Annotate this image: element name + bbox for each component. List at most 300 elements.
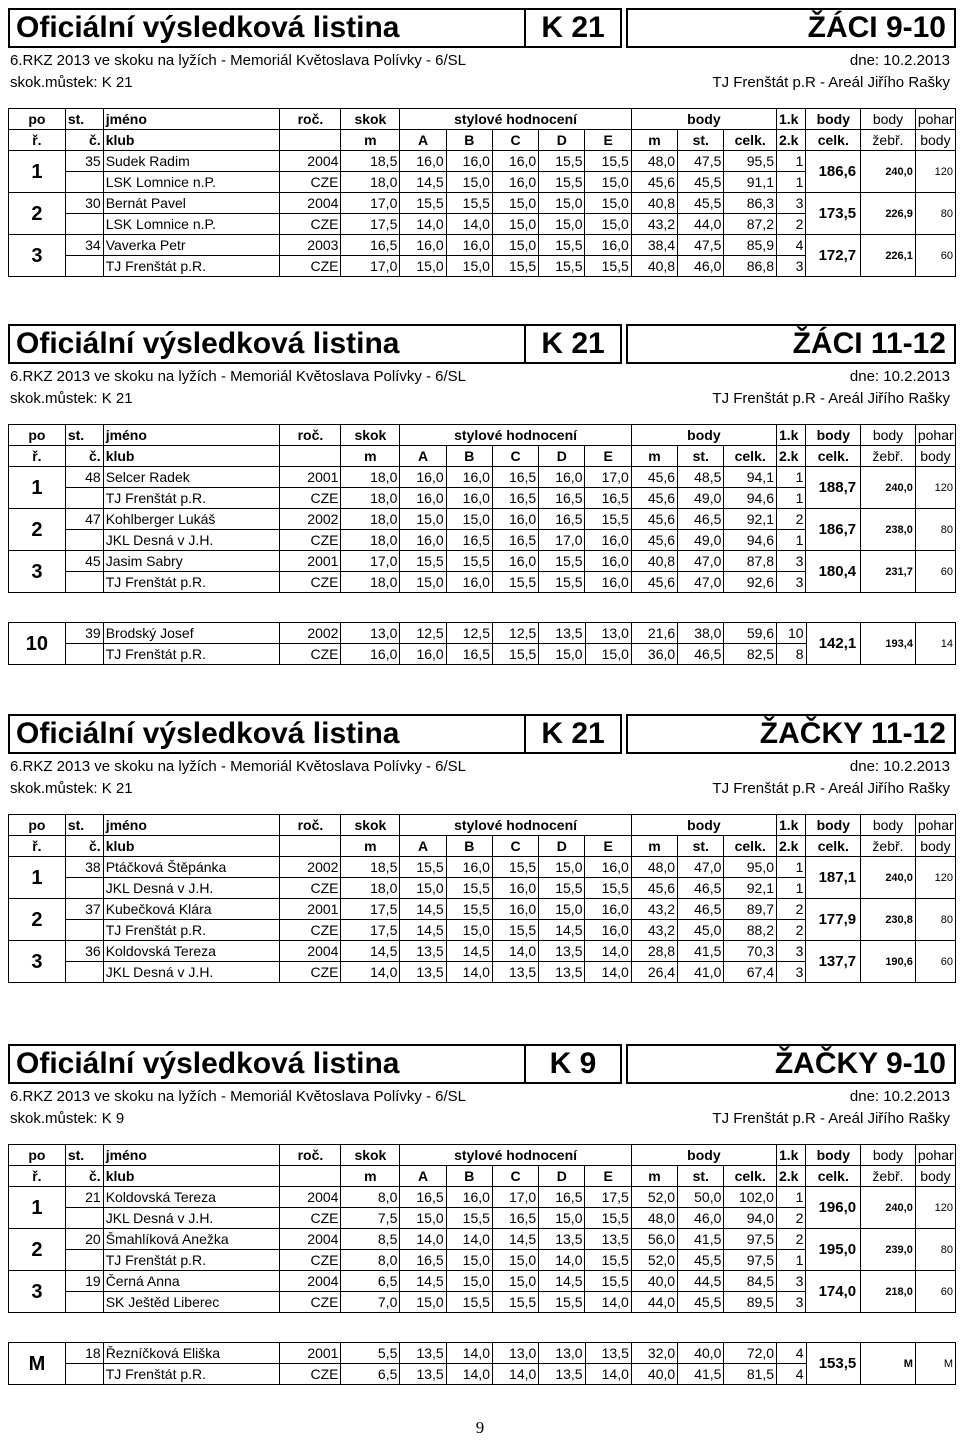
jump-value: 14,5: [400, 899, 446, 920]
header-cell: klub: [103, 446, 280, 467]
total-points: 172,7: [806, 235, 861, 277]
athlete-name: Sudek Radim: [103, 151, 280, 172]
table-row: [9, 1229, 956, 1250]
nation-code: CZE: [280, 920, 341, 941]
header-cell: klub: [103, 130, 280, 151]
header-cell: st.: [65, 1145, 103, 1166]
athlete-name: Jasim Sabry: [103, 551, 280, 572]
jump-value: 84,5: [724, 1271, 777, 1292]
jump-value: 50,0: [678, 1187, 724, 1208]
header-cell: pohar: [915, 1145, 955, 1166]
jump-value: 97,5: [724, 1250, 777, 1271]
jump-value: 16,5: [341, 235, 400, 256]
jump-value: 15,5: [539, 1292, 585, 1313]
title-bar: [8, 714, 956, 754]
header-cell: žebř.: [861, 836, 916, 857]
bib-cell: 18: [65, 1343, 103, 1364]
jump-value: 15,5: [446, 1292, 492, 1313]
jump-value: 16,0: [400, 644, 446, 665]
header-cell: st.: [65, 109, 103, 130]
jump-value: 17,0: [341, 193, 400, 214]
table-row: [9, 235, 956, 256]
jump-value: 16,5: [492, 488, 538, 509]
header-row: [9, 815, 956, 836]
jump-value: 56,0: [631, 1229, 677, 1250]
jump-value: 72,0: [724, 1343, 777, 1364]
jump-value: 13,5: [585, 1229, 631, 1250]
hill-size: K 9: [526, 1044, 622, 1084]
birth-year: 2002: [280, 623, 341, 644]
venue: TJ Frenštát p.R - Areál Jiřího Rašky: [712, 1110, 950, 1127]
total-points: 195,0: [806, 1229, 861, 1271]
header-cell: m: [341, 446, 400, 467]
jump-value: 15,0: [492, 1271, 538, 1292]
jump-value: 16,5: [492, 1208, 538, 1229]
venue: TJ Frenštát p.R - Areál Jiřího Rašky: [712, 390, 950, 407]
jump-value: 16,5: [446, 644, 492, 665]
jump-value: 15,5: [492, 857, 538, 878]
total-points: 186,7: [806, 509, 861, 551]
table-row: [9, 941, 956, 962]
ranking-points: 240,0: [861, 467, 916, 509]
page-number: 9: [475, 1418, 485, 1437]
header-cell: D: [539, 836, 585, 857]
header-cell: pohar: [915, 815, 955, 836]
jump-value: 13,0: [539, 1343, 585, 1364]
title-bar: [8, 8, 956, 48]
jump-value: 28,8: [631, 941, 677, 962]
club-name: SK Ještěd Liberec: [103, 1292, 280, 1313]
jump-value: 40,0: [631, 1364, 677, 1385]
jump-value: 13,5: [400, 941, 446, 962]
results-table: [8, 1342, 956, 1385]
club-name: TJ Frenštát p.R.: [103, 256, 280, 277]
header-cell: č.: [65, 446, 103, 467]
athlete-name: Selcer Radek: [103, 467, 280, 488]
table-row: [9, 1271, 956, 1292]
table-row: [9, 509, 956, 530]
jump-value: 95,0: [724, 857, 777, 878]
jump-value: 16,0: [341, 644, 400, 665]
rank-cell: M: [9, 1343, 66, 1385]
jump-value: 8: [777, 644, 806, 665]
jump-value: 41,5: [678, 1364, 724, 1385]
hill-size: K 21: [526, 714, 622, 754]
header-cell: st.: [678, 130, 724, 151]
jump-value: 14,5: [446, 941, 492, 962]
jump-value: 15,0: [400, 1208, 446, 1229]
jump-value: 16,0: [400, 530, 446, 551]
table-row: [9, 151, 956, 172]
header-cell: body: [915, 1166, 955, 1187]
jump-value: 94,6: [724, 530, 777, 551]
jump-value: 16,5: [492, 467, 538, 488]
jump-value: 14,0: [585, 941, 631, 962]
cup-points: 80: [915, 1229, 955, 1271]
jump-value: 15,0: [585, 214, 631, 235]
ranking-points: 238,0: [861, 509, 916, 551]
jump-value: 2: [776, 214, 805, 235]
cup-points: 14: [915, 623, 955, 665]
jump-value: 15,0: [446, 256, 492, 277]
jump-value: 14,0: [446, 1229, 492, 1250]
jump-value: 15,0: [400, 256, 446, 277]
jump-value: 94,0: [724, 1208, 777, 1229]
nation-code: CZE: [280, 1292, 341, 1313]
event-date: dne: 10.2.2013: [849, 52, 950, 69]
cup-points: 80: [915, 193, 955, 235]
jump-value: 13,0: [585, 623, 631, 644]
jump-value: 14,0: [539, 1250, 585, 1271]
header-cell: E: [585, 836, 631, 857]
header-cell: klub: [103, 836, 280, 857]
header-cell: C: [492, 1166, 538, 1187]
bib-blank: [65, 214, 103, 235]
bib-blank: [65, 644, 103, 665]
jump-value: 13,5: [539, 962, 585, 983]
athlete-name: Šmahlíková Anežka: [103, 1229, 280, 1250]
header-cell: C: [492, 836, 538, 857]
results-table: [8, 1144, 956, 1313]
jump-value: 15,0: [446, 1250, 492, 1271]
header-cell: D: [539, 446, 585, 467]
birth-year: 2004: [280, 1229, 341, 1250]
nation-code: CZE: [280, 1364, 341, 1385]
jump-value: 45,5: [678, 1292, 724, 1313]
jump-value: 89,7: [724, 899, 777, 920]
jump-value: 15,5: [446, 899, 492, 920]
jump-value: 1: [776, 488, 805, 509]
header-cell: celk.: [806, 1166, 861, 1187]
jump-value: 18,0: [341, 572, 400, 593]
total-points: 180,4: [806, 551, 861, 593]
jump-value: 17,5: [585, 1187, 631, 1208]
club-name: TJ Frenštát p.R.: [103, 644, 280, 665]
header-cell: ř.: [9, 446, 66, 467]
jump-value: 15,0: [539, 193, 585, 214]
jump-value: 16,0: [585, 551, 631, 572]
nation-code: CZE: [280, 214, 341, 235]
jump-value: 15,0: [400, 878, 446, 899]
bib-blank: [65, 256, 103, 277]
jump-value: 14,0: [341, 962, 400, 983]
jump-value: 16,0: [400, 467, 446, 488]
jump-value: 16,0: [446, 488, 492, 509]
jump-value: 16,0: [492, 551, 538, 572]
jump-value: 3: [776, 193, 805, 214]
nation-code: CZE: [280, 572, 341, 593]
header-cell: klub: [103, 1166, 280, 1187]
cup-points: 60: [915, 235, 955, 277]
header-cell: ř.: [9, 1166, 66, 1187]
jump-value: 18,0: [341, 172, 400, 193]
header-cell: pohar: [915, 109, 955, 130]
header-cell: žebř.: [861, 130, 916, 151]
list-title: Oficiální výsledková listina: [8, 8, 526, 48]
bib-cell: 45: [65, 551, 103, 572]
rank-cell: 1: [9, 151, 66, 193]
ranking-points: 240,0: [861, 1187, 916, 1229]
jump-value: 92,6: [724, 572, 777, 593]
jump-value: 26,4: [631, 962, 677, 983]
header-cell: 1.k: [776, 109, 805, 130]
header-cell: celk.: [724, 1166, 777, 1187]
jump-value: 14,0: [492, 1364, 538, 1385]
jump-value: 92,1: [724, 878, 777, 899]
jump-value: 45,6: [631, 172, 677, 193]
event-date: dne: 10.2.2013: [849, 1088, 950, 1105]
header-cell: st.: [678, 836, 724, 857]
bib-cell: 19: [65, 1271, 103, 1292]
jump-value: 45,5: [678, 193, 724, 214]
jump-value: 86,3: [724, 193, 777, 214]
header-cell: 1.k: [776, 425, 805, 446]
rank-cell: 1: [9, 1187, 66, 1229]
jump-value: 15,5: [539, 551, 585, 572]
bib-blank: [65, 1292, 103, 1313]
header-cell: jméno: [103, 1145, 280, 1166]
jump-value: 13,5: [539, 1364, 585, 1385]
jump-value: 14,5: [400, 1271, 446, 1292]
rank-cell: 1: [9, 857, 66, 899]
rank-cell: 3: [9, 235, 66, 277]
header-cell: jméno: [103, 109, 280, 130]
jump-value: 46,5: [678, 878, 724, 899]
jump-value: 14,0: [492, 941, 538, 962]
event-date: dne: 10.2.2013: [849, 368, 950, 385]
nation-code: CZE: [280, 1250, 341, 1271]
header-cell: body: [806, 815, 861, 836]
nation-code: CZE: [280, 962, 341, 983]
jump-value: 43,2: [631, 214, 677, 235]
nation-code: CZE: [280, 1208, 341, 1229]
cup-points: 120: [915, 467, 955, 509]
jump-value: 15,5: [446, 878, 492, 899]
jump-value: 1: [776, 1187, 805, 1208]
jump-value: 15,0: [446, 172, 492, 193]
jump-value: 1: [776, 467, 805, 488]
jump-value: 41,5: [678, 1229, 724, 1250]
jump-value: 15,0: [585, 172, 631, 193]
jump-value: 15,5: [492, 920, 538, 941]
bib-cell: 30: [65, 193, 103, 214]
club-name: LSK Lomnice n.P.: [103, 172, 280, 193]
jump-value: 46,5: [678, 509, 724, 530]
jump-value: 15,0: [585, 193, 631, 214]
club-name: TJ Frenštát p.R.: [103, 488, 280, 509]
bib-cell: 34: [65, 235, 103, 256]
jump-value: 17,0: [341, 551, 400, 572]
jump-value: 92,1: [724, 509, 777, 530]
rank-cell: 3: [9, 1271, 66, 1313]
event-name: 6.RKZ 2013 ve skoku na lyžích - Memoriál Květoslava Polívky - 6/SL: [10, 1088, 467, 1105]
jump-value: 1: [776, 857, 805, 878]
rank-cell: 2: [9, 509, 66, 551]
header-cell: roč.: [280, 1145, 341, 1166]
jump-value: 15,5: [492, 1292, 538, 1313]
bib-cell: 20: [65, 1229, 103, 1250]
header-cell: body: [861, 815, 916, 836]
jump-value: 13,5: [539, 623, 585, 644]
jump-value: 95,5: [724, 151, 777, 172]
header-cell: stylové hodnocení: [400, 425, 631, 446]
jump-value: 17,5: [341, 920, 400, 941]
header-row: [9, 109, 956, 130]
birth-year: 2001: [280, 899, 341, 920]
header-cell: po: [9, 425, 66, 446]
jump-value: 12,5: [446, 623, 492, 644]
ranking-points: 218,0: [861, 1271, 916, 1313]
ranking-points: 190,6: [861, 941, 916, 983]
cup-points: 120: [915, 857, 955, 899]
jump-value: 48,5: [678, 467, 724, 488]
jump-value: 16,5: [492, 530, 538, 551]
jump-value: 15,5: [446, 551, 492, 572]
jump-value: 15,5: [539, 172, 585, 193]
results-table: [8, 108, 956, 277]
rank-cell: 3: [9, 941, 66, 983]
jump-value: 16,0: [585, 572, 631, 593]
jump-value: 47,5: [678, 235, 724, 256]
jump-value: 2: [776, 1229, 805, 1250]
list-title: Oficiální výsledková listina: [8, 714, 526, 754]
jump-value: 15,0: [446, 920, 492, 941]
jump-value: 67,4: [724, 962, 777, 983]
header-cell: [280, 446, 341, 467]
cup-points: 80: [915, 509, 955, 551]
jump-value: 3: [776, 941, 805, 962]
jump-value: 15,5: [585, 256, 631, 277]
jump-value: 40,0: [631, 1271, 677, 1292]
jump-value: 16,0: [446, 1187, 492, 1208]
athlete-name: Vaverka Petr: [103, 235, 280, 256]
header-cell: žebř.: [861, 446, 916, 467]
birth-year: 2001: [280, 551, 341, 572]
results-section: [8, 8, 956, 308]
header-cell: C: [492, 446, 538, 467]
header-cell: skok: [341, 425, 400, 446]
table-row: [9, 623, 956, 644]
hill-size: K 21: [526, 324, 622, 364]
hill-label: skok.můstek: K 21: [10, 74, 133, 91]
header-cell: body: [861, 1145, 916, 1166]
jump-value: 15,5: [539, 878, 585, 899]
jump-value: 88,2: [724, 920, 777, 941]
jump-value: 18,0: [341, 467, 400, 488]
header-cell: č.: [65, 1166, 103, 1187]
results-section: [8, 1044, 956, 1382]
jump-value: 38,4: [631, 235, 677, 256]
jump-value: 52,0: [631, 1250, 677, 1271]
jump-value: 13,5: [585, 1343, 631, 1364]
results-table: [8, 814, 956, 983]
jump-value: 15,5: [492, 572, 538, 593]
header-cell: C: [492, 130, 538, 151]
rank-cell: 1: [9, 467, 66, 509]
header-cell: A: [400, 836, 446, 857]
jump-value: 94,6: [724, 488, 777, 509]
jump-value: 15,0: [585, 644, 631, 665]
jump-value: 16,0: [400, 488, 446, 509]
ranking-points: 226,1: [861, 235, 916, 277]
header-cell: body: [915, 130, 955, 151]
jump-value: 14,0: [585, 1364, 631, 1385]
jump-value: 15,0: [539, 1208, 585, 1229]
jump-value: 16,5: [400, 1187, 446, 1208]
header-cell: č.: [65, 836, 103, 857]
jump-value: 40,8: [631, 551, 677, 572]
total-points: 153,5: [806, 1343, 861, 1385]
category-title: ŽÁCI 9-10: [626, 8, 956, 48]
jump-value: 44,0: [678, 214, 724, 235]
jump-value: 91,1: [724, 172, 777, 193]
jump-value: 45,5: [678, 1250, 724, 1271]
nation-code: CZE: [280, 878, 341, 899]
results-section: [8, 714, 956, 1014]
jump-value: 14,5: [539, 1271, 585, 1292]
jump-value: 14,0: [446, 1343, 492, 1364]
header-row: [9, 1166, 956, 1187]
club-name: JKL Desná v J.H.: [103, 962, 280, 983]
jump-value: 15,0: [446, 509, 492, 530]
club-name: TJ Frenštát p.R.: [103, 920, 280, 941]
ranking-points: 231,7: [861, 551, 916, 593]
jump-value: 3: [776, 1271, 805, 1292]
jump-value: 16,0: [492, 878, 538, 899]
jump-value: 2: [776, 509, 805, 530]
header-cell: ř.: [9, 836, 66, 857]
jump-value: 15,5: [492, 256, 538, 277]
jump-value: 59,6: [724, 623, 777, 644]
total-points: 196,0: [806, 1187, 861, 1229]
jump-value: 15,0: [492, 214, 538, 235]
jump-value: 4: [777, 1343, 806, 1364]
jump-value: 13,5: [539, 941, 585, 962]
birth-year: 2004: [280, 1187, 341, 1208]
event-name: 6.RKZ 2013 ve skoku na lyžích - Memoriál Květoslava Polívky - 6/SL: [10, 758, 467, 775]
jump-value: 15,5: [492, 644, 538, 665]
jump-value: 5,5: [341, 1343, 400, 1364]
header-cell: A: [400, 1166, 446, 1187]
jump-value: 2: [776, 899, 805, 920]
jump-value: 16,0: [446, 572, 492, 593]
jump-value: 17,0: [539, 530, 585, 551]
header-cell: m: [631, 130, 677, 151]
header-cell: B: [446, 446, 492, 467]
header-cell: body: [631, 425, 776, 446]
jump-value: 41,0: [678, 962, 724, 983]
header-cell: žebř.: [861, 1166, 916, 1187]
club-name: TJ Frenštát p.R.: [103, 1250, 280, 1271]
jump-value: 16,0: [446, 151, 492, 172]
jump-value: 3: [776, 551, 805, 572]
header-cell: D: [539, 130, 585, 151]
bib-cell: 39: [65, 623, 103, 644]
header-cell: st.: [65, 815, 103, 836]
club-name: TJ Frenštát p.R.: [103, 1364, 280, 1385]
cup-points: 60: [915, 551, 955, 593]
jump-value: 15,5: [585, 878, 631, 899]
jump-value: 36,0: [631, 644, 677, 665]
header-cell: A: [400, 130, 446, 151]
jump-value: 45,0: [678, 920, 724, 941]
header-cell: B: [446, 1166, 492, 1187]
jump-value: 16,0: [539, 467, 585, 488]
total-points: 186,6: [806, 151, 861, 193]
event-name: 6.RKZ 2013 ve skoku na lyžích - Memoriál Květoslava Polívky - 6/SL: [10, 52, 467, 69]
jump-value: 13,0: [341, 623, 400, 644]
jump-value: 2: [776, 1208, 805, 1229]
